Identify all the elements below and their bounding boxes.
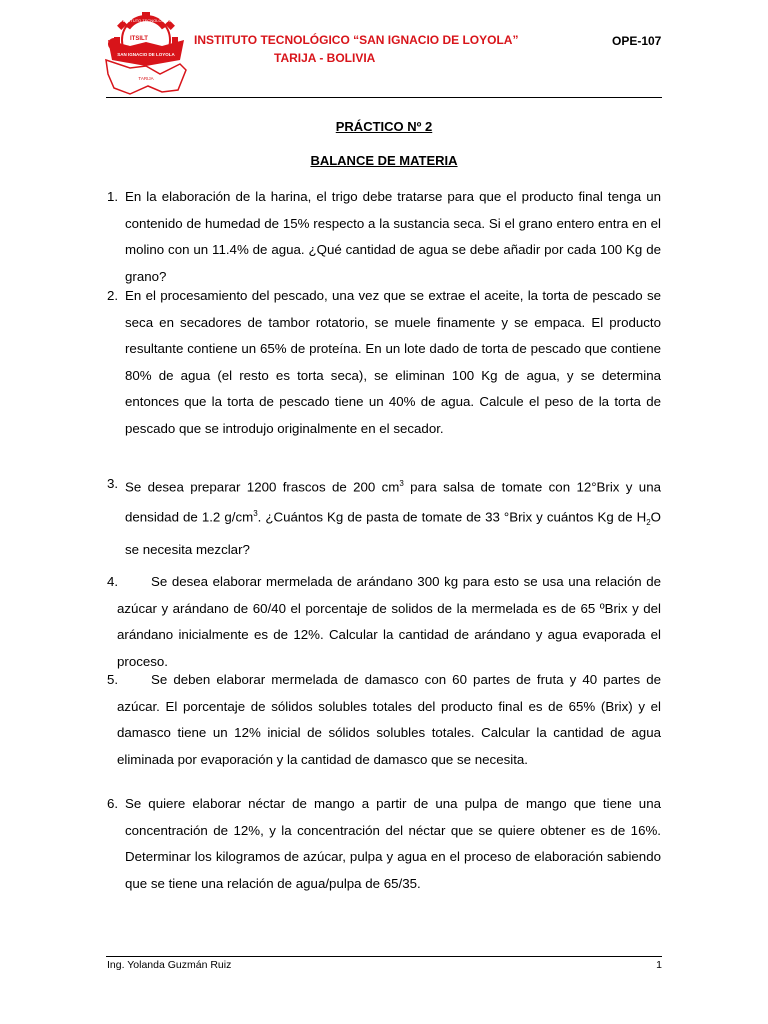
footer-author: Ing. Yolanda Guzmán Ruiz: [107, 959, 232, 971]
footer-divider: [106, 956, 662, 957]
problem-text: Se deben elaborar mermelada de damasco con 60 partes de fruta y 40 partes de azúcar. El porcentaje de sólidos solubles totales del producto final es de 65% (Brix) y el damasco tiene un 12% inicial de sólidos solubles totales. Calcular la cantidad de agua eliminada por evaporación y la cantidad de damasco que se necesita.: [117, 672, 661, 767]
problem-text: En la elaboración de la harina, el trigo debe tratarse para que el producto final tenga un contenido de humedad de 15% respecto a la sustancia seca. Si el grano entero entra en el molino con un 11.4% de agua. ¿Qué cantidad de agua se debe añadir por cada 100 Kg de grano?: [125, 189, 661, 284]
problem-number: 1.: [107, 189, 119, 204]
course-code: OPE-107: [612, 34, 662, 48]
institution-city: TARIJA - BOLIVIA: [274, 51, 376, 65]
logo-arc-text: INSTITUTO TECNOLÓGICO: [120, 18, 172, 23]
header-divider: [106, 97, 662, 98]
logo-city: TARIJA: [138, 76, 154, 81]
problem-number: 4.: [107, 574, 119, 589]
institute-logo: [100, 10, 192, 98]
problem-number: 5.: [107, 672, 119, 687]
problem-4: [107, 569, 661, 675]
page-number: 1: [656, 959, 662, 971]
problem-text: En el procesamiento del pescado, una vez que se extrae el aceite, la torta de pescado se seca en secadores de tambor rotatorio, se muele finamente y se empaca. El producto resultante contiene un 65% de proteína. En un lote dado de torta de pescado que contiene 80% de agua (el resto es torta seca), se eliminan 100 Kg de agua, y se determina entonces que la torta de pescado tiene un 40% de agua. Calcule el peso de la torta de pescado que se introdujo originalmente en el secador.: [125, 288, 661, 436]
problem-3: [107, 471, 661, 563]
problem-6: [107, 791, 661, 897]
logo-acronym: ITSILT: [130, 36, 148, 42]
problem-number: 6.: [107, 796, 119, 811]
problem-text: Se quiere elaborar néctar de mango a partir de una pulpa de mango que tiene una concentración de 12%, y la concentración del néctar que se quiere obtener es de 16%. Determinar los kilogramos de azúcar, pulpa y agua en el proceso de elaboración sabiendo que se tiene una relación de agua/pulpa de 65/35.: [125, 796, 661, 891]
problem-text: Se desea preparar 1200 frascos de 200 $cm^3$ para salsa de tomate con 12°Brix y una densidad de 1.2 $g/cm^3$. ¿Cuántos Kg de pasta de tomate de 33 °Brix y cuántos Kg de $H_2O$ se necesita mezclar?: [125, 479, 661, 557]
problem-number: 2.: [107, 288, 119, 303]
logo-name: SAN IGNACIO DE LOYOLA: [117, 52, 175, 57]
problem-5: [107, 667, 661, 773]
page-title: PRÁCTICO Nº 2: [335, 119, 433, 134]
institution-name: INSTITUTO TECNOLÓGICO “SAN IGNACIO DE LOYOLA”: [194, 33, 519, 47]
page-subtitle: BALANCE DE MATERIA: [310, 153, 458, 168]
problem-1: [107, 184, 661, 290]
problem-number: 3.: [107, 476, 119, 491]
problem-2: [107, 283, 661, 442]
problem-text: Se desea elaborar mermelada de arándano 300 kg para esto se usa una relación de azúcar y arándano de 60/40 el porcentaje de solidos de la mermelada es de 65 ºBrix y del arándano inicialmente es de 12%. Calcular la cantidad de arándano y agua evaporada el proceso.: [117, 574, 661, 669]
